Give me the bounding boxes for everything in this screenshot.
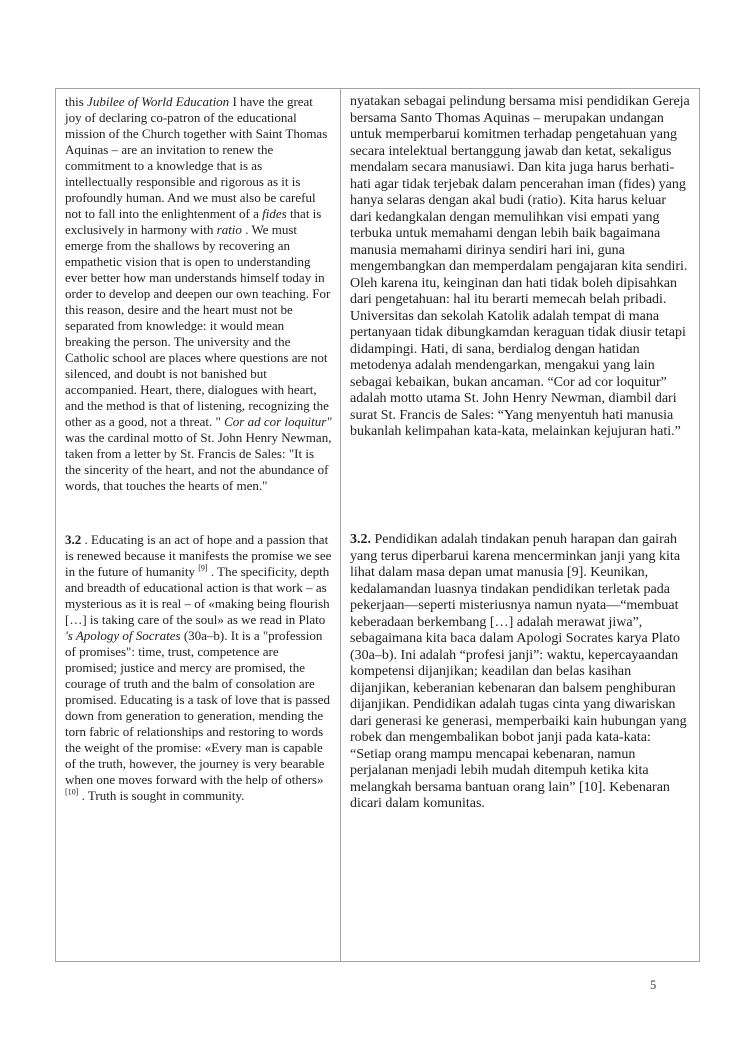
- english-paragraph-1: this Jubilee of World Education I have the great joy of declaring co-patron of the educational mission of the Church together with Saint Thomas Aquinas – are an invitation to renew the commitment to a knowledge that is as intellectually responsible and rigorous as it is profoundly human. And we must also be careful not to fall into the enlightenment of a fides that is exclusively in harmony with ratio . We must emerge from the shallows by recovering an empathetic vision that is open to understanding ever better how man understands himself today in order to develop and deepen our own teaching. For this reason, desire and the heart must not be separated from knowledge: it would mean breaking the person. The university and the Catholic school are places where questions are not silenced, and doubt is not banished but accompanied. Heart, there, dialogues with heart, and the method is that of listening, recognizing the other as a good, not a threat. " Cor ad cor loquitur" was the cardinal motto of St. John Henry Newman, taken from a letter by St. Francis de Sales: "It is the sincerity of the heart, and not the abundance of words, that touches the hearts of men.": [56, 89, 341, 527]
- english-paragraph-2: 3.2 . Educating is an act of hope and a passion that is renewed because it manifests the promise we see in the future of humanity [9] . The specificity, depth and breadth of educational action is that work – as mysterious as it is real – of «making being flourish […] is taking care of the soul» as we read in Plato 's Apology of Socrates (30a–b). It is a "profession of promises": time, trust, competence are promised; justice and mercy are promised, the courage of truth and the balm of consolation are promised. Educating is a task of love that is passed down from generation to generation, mending the torn fabric of relationships and restoring to words the weight of the promise: «Every man is capable of the truth, however, the journey is very bearable when one moves forward with the help of others» [10] . Truth is sought in community.: [56, 527, 341, 961]
- translation-table: [55, 88, 700, 962]
- indonesian-paragraph-1: nyatakan sebagai pelindung bersama misi pendidikan Gereja bersama Santo Thomas Aquinas – merupakan undangan untuk memperbarui komitmen terhadap pengetahuan yang secara intelektual bertanggung jawab dan ketat, sekaligus mendalam secara manusiawi. Dan kita juga harus berhati-hati agar tidak terjebak dalam pencerahan iman (fides) yang hanya selaras dengan akal budi (ratio). Kita harus keluar dari kedangkalan dengan memulihkan visi empati yang terbuka untuk memahami dengan lebih baik bagaimana manusia memahami dirinya sendiri hari ini, guna mengembangkan dan memperdalam pengajaran kita sendiri. Oleh karena itu, keinginan dan hati tidak boleh dipisahkan dari pengetahuan: hal itu berarti memecah belah pribadi. Universitas dan sekolah Katolik adalah tempat di mana pertanyaan tidak dibungkamdan keraguan tidak diusir tetapi didampingi. Hati, di sana, berdialog dengan hatidan metodenya adalah mendengarkan, mengakui yang lain sebagai kebaikan, bukan ancaman. “Cor ad cor loquitur” adalah motto utama St. John Henry Newman, diambil dari surat St. Francis de Sales: “Yang menyentuh hati manusia bukanlah kelimpahan kata-kata, melainkan kejujuran hati.”: [350, 94, 690, 439]
- indonesian-paragraph-2: 3.2. Pendidikan adalah tindakan penuh harapan dan gairah yang terus diperbarui karena mencerminkan janji yang kita lihat dalam masa depan umat manusia [9]. Keunikan, kedalamandan luasnya tindakan pendidikan terletak pada pekerjaan—seperti misteriusnya namun nyata—“membuat keberadaan berkembang […] adalah merawat jiwa”, sebagaimana kita baca dalam Apologi Socrates karya Plato (30a–b). Ini adalah “profesi janji”: waktu, kepercayaandan kompetensi dijanjikan; keadilan dan belas kasihan dijanjikan, keberanian kebenaran dan balsem penghiburan dijanjikan. Pendidikan adalah tugas cinta yang diwariskan dari generasi ke generasi, memperbaiki kain hubungan yang robek dan mengembalikan bobot janji pada kata-kata: “Setiap orang mampu mencapai kebenaran, namun perjalanan menjadi lebih mudah ditempuh ketika kita melangkah bersama bantuan orang lain” [10]. Kebenaran dicari dalam komunitas.: [350, 532, 687, 811]
- page-number: 5: [650, 978, 657, 992]
